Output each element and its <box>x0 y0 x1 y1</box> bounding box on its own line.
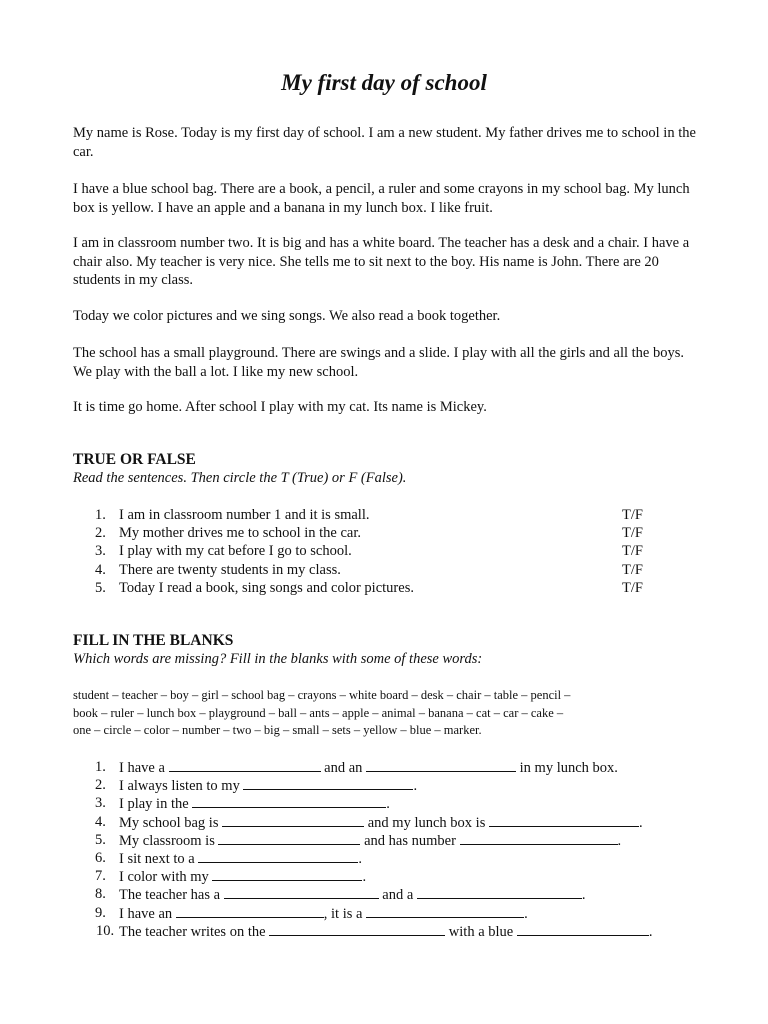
item-text-part: The teacher writes on the <box>119 923 270 940</box>
true-false-item <box>73 542 713 560</box>
item-text-part: and has number <box>360 832 460 849</box>
item-text-part: I have a <box>119 760 169 776</box>
blank-line[interactable] <box>218 831 360 845</box>
blank-line[interactable] <box>460 831 618 845</box>
item-text-part: in my lunch box. <box>516 760 618 776</box>
item-text <box>119 813 643 832</box>
item-number: 1. <box>95 507 106 523</box>
item-number: 10. <box>96 922 115 939</box>
true-false-list <box>73 506 713 597</box>
item-text-part: . <box>358 850 362 867</box>
item-text-part: . <box>617 832 622 849</box>
fill-blank-item <box>73 758 713 776</box>
fill-blanks-list <box>73 758 713 940</box>
fill-blank-item <box>73 904 713 922</box>
true-false-item <box>73 524 713 542</box>
true-false-choice[interactable]: T/F <box>622 507 643 523</box>
fill-blanks-heading: FILL IN THE BLANKS <box>73 632 234 649</box>
blank-line[interactable] <box>212 867 362 881</box>
true-false-item <box>73 506 713 524</box>
item-text-part: with a blue <box>445 923 517 940</box>
item-text <box>119 904 528 923</box>
true-false-choice[interactable]: T/F <box>622 561 643 578</box>
story-paragraph-6: It is time go home. After school I play with my cat. Its name is Mickey. <box>73 399 487 415</box>
item-text-part: I sit next to a <box>119 850 199 867</box>
item-text-part: My school bag is <box>119 814 223 831</box>
blank-line[interactable] <box>176 904 324 918</box>
item-number: 4. <box>95 813 106 830</box>
item-number: 2. <box>95 777 106 794</box>
item-text-part: My classroom is <box>119 832 219 849</box>
item-text <box>119 831 621 850</box>
item-number: 3. <box>95 543 106 560</box>
item-text <box>119 776 417 795</box>
item-text <box>119 758 618 777</box>
blank-line[interactable] <box>243 776 413 790</box>
item-number: 9. <box>95 904 106 921</box>
item-text-part: . <box>648 923 653 940</box>
item-number: 7. <box>95 868 106 885</box>
item-text <box>119 794 390 813</box>
blank-line[interactable] <box>198 849 358 863</box>
fill-blank-item <box>73 794 713 812</box>
item-number: 8. <box>95 886 106 903</box>
item-text: I play with my cat before I go to school. <box>119 543 352 560</box>
fill-blank-item <box>73 813 713 831</box>
item-text <box>119 849 362 868</box>
item-text: Today I read a book, sing songs and color pictures. <box>119 579 414 596</box>
story-paragraph-1: My name is Rose. Today is my first day of school. I am a new student. My father drives me to school in the car. <box>73 125 696 160</box>
item-text-part: and an <box>320 760 367 776</box>
true-false-choice[interactable]: T/F <box>622 543 643 560</box>
item-text-part: and my lunch box is <box>364 814 489 831</box>
item-text-part: . <box>413 778 418 795</box>
item-number: 2. <box>95 525 106 542</box>
item-text-part: and a <box>378 887 417 904</box>
true-false-choice[interactable]: T/F <box>622 525 643 542</box>
item-text-part: I color with my <box>119 869 213 886</box>
item-text-part: . <box>362 869 367 886</box>
item-text-part: . <box>524 905 528 922</box>
blank-line[interactable] <box>489 813 639 827</box>
page-title: My first day of school <box>281 70 487 95</box>
blank-line[interactable] <box>169 758 321 772</box>
item-text <box>119 867 366 886</box>
blank-line[interactable] <box>366 904 524 918</box>
story-paragraph-2: I have a blue school bag. There are a book, a pencil, a ruler and some crayons in my school bag. My lunch box is yellow. I have an apple and a banana in my lunch box. I like fruit. <box>73 181 690 216</box>
blank-line[interactable] <box>417 885 582 899</box>
item-text: I am in classroom number 1 and it is small. <box>119 507 370 523</box>
blank-line[interactable] <box>269 922 445 936</box>
fill-blanks-instruction: Which words are missing? Fill in the blanks with some of these words: <box>73 651 483 667</box>
fill-blank-item <box>73 831 713 849</box>
item-text: My mother drives me to school in the car. <box>119 525 362 542</box>
item-text-part: I play in the <box>119 796 193 813</box>
true-false-heading: TRUE OR FALSE <box>73 451 196 468</box>
item-text <box>119 922 652 941</box>
item-number: 5. <box>95 579 106 596</box>
item-text-part: . <box>386 796 390 813</box>
item-number: 1. <box>95 759 106 775</box>
blank-line[interactable] <box>366 758 516 772</box>
fill-blank-item <box>73 849 713 867</box>
story-paragraph-3: I am in classroom number two. It is big and has a white board. The teacher has a desk and a chair. I have a chair also. My teacher is very nice. She tells me to sit next to the boy. His name is John. There are 20 students in my class. <box>73 235 690 288</box>
word-bank-line: one – circle – color – number – two – big – small – sets – yellow – blue – marker. <box>73 723 482 737</box>
fill-blank-item <box>73 776 713 794</box>
fill-blank-item <box>73 867 713 885</box>
blank-line[interactable] <box>192 794 386 808</box>
item-text-part: . <box>581 887 586 904</box>
item-text-part: , it is a <box>323 905 367 922</box>
item-text-part: . <box>638 814 643 831</box>
item-number: 5. <box>95 831 106 848</box>
word-bank-line: student – teacher – boy – girl – school bag – crayons – white board – desk – chair – table – pencil – <box>73 688 571 702</box>
story-paragraph-4: Today we color pictures and we sing songs. We also read a book together. <box>73 308 501 324</box>
fill-blank-item <box>73 922 713 940</box>
item-text: There are twenty students in my class. <box>119 561 341 578</box>
item-text <box>119 885 586 904</box>
true-false-item <box>73 579 713 597</box>
blank-line[interactable] <box>222 813 364 827</box>
story-paragraph-5: The school has a small playground. There are swings and a slide. I play with all the girls and all the boys. We play with the ball a lot. I like my new school. <box>73 345 685 380</box>
item-text-part: The teacher has a <box>119 887 224 904</box>
blank-line[interactable] <box>517 922 649 936</box>
word-bank <box>73 687 703 740</box>
item-text-part: I always listen to my <box>119 778 244 795</box>
blank-line[interactable] <box>224 885 379 899</box>
word-bank-line: book – ruler – lunch box – playground – ball – ants – apple – animal – banana – cat – car – cake – <box>73 705 564 720</box>
item-number: 6. <box>95 849 106 866</box>
true-false-choice[interactable]: T/F <box>622 579 643 596</box>
true-false-item <box>73 561 713 579</box>
item-number: 3. <box>95 795 106 812</box>
item-text-part: I have an <box>119 905 176 922</box>
fill-blank-item <box>73 885 713 903</box>
item-number: 4. <box>95 561 106 578</box>
true-false-instruction: Read the sentences. Then circle the T (True) or F (False). <box>73 470 407 486</box>
